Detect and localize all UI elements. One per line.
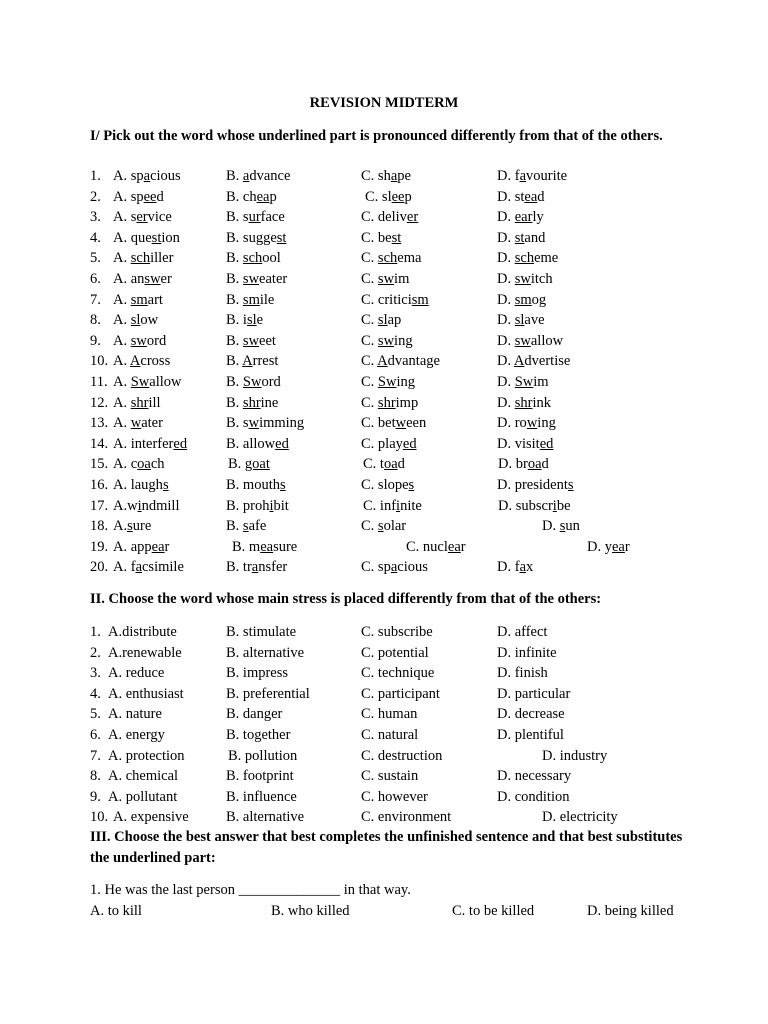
option-a: A.windmill (113, 497, 180, 514)
underlined-part: A (513, 353, 525, 370)
option-c: C. best (361, 229, 402, 246)
option-c: C. sleep (365, 188, 412, 205)
question-row (0, 787, 768, 808)
option-b: B. suggest (226, 229, 287, 246)
question-row (0, 228, 768, 249)
question-row (0, 746, 768, 767)
option-c: C. played (361, 435, 417, 452)
option-b: B. safe (226, 518, 267, 535)
underlined-part: A (242, 353, 253, 370)
option-c: C. nuclear (406, 538, 466, 555)
underlined-part: ea (611, 538, 625, 555)
underlined-part: sm (242, 291, 260, 308)
option-d: D. swallow (497, 332, 564, 349)
underlined-part: s (567, 477, 574, 493)
option-b: B. isle (226, 312, 264, 329)
underlined-part: A (129, 353, 141, 370)
option-d: D. visited (497, 435, 554, 452)
question-number: 7. (90, 747, 101, 764)
question-number: 14. (90, 435, 109, 452)
question-row (0, 310, 768, 331)
option-a: A. Across (113, 353, 171, 370)
option-c: C. swim (361, 271, 410, 287)
question-row (0, 351, 768, 372)
underlined-part: shr (130, 394, 149, 411)
question-row (0, 207, 768, 228)
option-c: C. sustain (361, 768, 419, 785)
question-number: 1. (90, 624, 101, 640)
question-row (0, 290, 768, 311)
section-2-heading: II. Choose the word whose main stress is placed differently from that of the others: (90, 591, 602, 607)
option-d: D. plentiful (497, 727, 564, 743)
question-row (0, 622, 768, 643)
underlined-part: i (552, 497, 557, 514)
question-row (0, 331, 768, 352)
option-d: D. necessary (497, 768, 572, 785)
underlined-part: sw (242, 271, 260, 287)
option-a: A. nature (108, 706, 162, 723)
page-title: REVISION MIDTERM (309, 95, 459, 111)
option-d: D. subscribe (498, 497, 571, 514)
underlined-part: sm (411, 291, 429, 308)
option-a: A. enthusiast (108, 685, 184, 702)
underlined-part: sw (377, 332, 395, 349)
option-a: A. reduce (108, 665, 165, 682)
question-text: 1. He was the last person ______________ in that way. (90, 882, 411, 898)
option-c: C. solar (361, 518, 407, 535)
option-b: B. goat (228, 456, 270, 473)
option-c: C. shape (361, 168, 411, 184)
question-row (0, 454, 768, 475)
option-b: B. footprint (226, 768, 294, 785)
question-row (0, 372, 768, 393)
option-d: D. condition (497, 788, 570, 805)
question-number: 9. (90, 332, 101, 349)
option-c: C. human (361, 706, 418, 723)
underlined-part: a (390, 559, 398, 576)
option-d: D. scheme (497, 250, 559, 267)
underlined-part: s (408, 477, 415, 493)
option-a: A.renewable (108, 644, 182, 661)
underlined-part: w (395, 415, 407, 432)
question-row (0, 807, 768, 828)
question-row (0, 725, 768, 746)
question-number: 15. (90, 456, 109, 473)
question-row (0, 704, 768, 725)
underlined-part: s (559, 518, 566, 535)
question-number: 6. (90, 727, 101, 743)
option-d: D. infinite (497, 644, 557, 661)
underlined-part: Sw (377, 374, 397, 390)
option-c: C. natural (361, 727, 419, 743)
question-number: 1. (90, 168, 101, 184)
underlined-part: goat (244, 456, 270, 473)
underlined-part: sch (377, 250, 398, 267)
underlined-part: sl (130, 312, 141, 329)
option-c: C. potential (361, 644, 429, 661)
underlined-part: shr (242, 394, 261, 411)
underlined-part: w (130, 415, 142, 432)
option-b: B. who killed (271, 903, 350, 919)
underlined-part: Sw (130, 374, 150, 390)
underlined-part: sw (242, 332, 260, 349)
option-d: D. being killed (587, 903, 674, 919)
option-c: C. toad (363, 456, 405, 473)
underlined-part: ea (256, 188, 270, 205)
option-a: A. slow (113, 312, 159, 329)
option-a: A. schiller (113, 250, 174, 267)
option-d: D. sun (542, 518, 580, 535)
option-d: D. Swim (497, 374, 549, 390)
option-b: B. surface (226, 209, 285, 226)
underlined-part: a (143, 168, 151, 184)
underlined-part: er (406, 209, 419, 226)
underlined-part: ea (447, 538, 461, 555)
underlined-part: sw (377, 271, 395, 287)
question-number: 19. (90, 538, 109, 555)
option-a: A. smart (113, 291, 163, 308)
option-a: A. chemical (108, 768, 179, 785)
question-row (0, 516, 768, 537)
underlined-part: ea (151, 538, 165, 555)
option-b: B. swimming (226, 415, 305, 432)
underlined-part: s (279, 477, 286, 493)
underlined-part: s (242, 518, 249, 535)
question-number: 17. (90, 497, 109, 514)
underlined-part: A (377, 353, 388, 370)
option-a: A. spacious (113, 168, 181, 184)
option-a: A. protection (108, 747, 185, 764)
options-row (0, 901, 768, 922)
question-row (0, 475, 768, 496)
underlined-part: sw (514, 271, 531, 287)
option-b: B. transfer (226, 559, 288, 576)
option-d: D. stand (497, 229, 546, 246)
underlined-part: i (137, 497, 142, 514)
option-a: A. to kill (90, 903, 142, 919)
option-a: A. speed (113, 188, 164, 205)
underlined-part: i (396, 497, 401, 514)
question-number: 4. (90, 229, 101, 246)
underlined-part: ea (260, 538, 274, 555)
option-d: D. industry (542, 747, 608, 764)
underlined-part: oa (137, 456, 151, 473)
option-a: A. laughs (113, 477, 169, 493)
option-c: C. spacious (361, 559, 428, 576)
option-d: D. presidents (497, 477, 574, 493)
question-row (0, 187, 768, 208)
option-d: D. stead (497, 188, 545, 205)
option-b: B. danger (226, 706, 283, 723)
underlined-part: ear (514, 209, 533, 226)
underlined-part: ed (539, 435, 554, 452)
question-number: 5. (90, 250, 101, 267)
underlined-part: shr (377, 394, 396, 411)
option-b: B. pollution (228, 747, 298, 764)
underlined-part: sch (242, 250, 263, 267)
question-number: 6. (90, 271, 101, 287)
question-number: 13. (90, 415, 109, 432)
underlined-part: ed (173, 435, 188, 452)
option-d: D. decrease (497, 706, 565, 723)
option-b: B. preferential (226, 685, 310, 702)
option-d: D. finish (497, 665, 548, 682)
question-row (0, 413, 768, 434)
underlined-part: er (136, 209, 148, 226)
underlined-part: st (276, 229, 287, 246)
underlined-part: a (242, 168, 250, 184)
underlined-part: ur (248, 209, 261, 226)
question-number: 2. (90, 188, 101, 205)
option-c: C. slap (361, 312, 402, 329)
option-b: B. alternative (226, 644, 305, 661)
question-number: 2. (90, 644, 101, 661)
question-number: 8. (90, 768, 101, 785)
underlined-part: sl (514, 312, 525, 329)
underlined-part: oa (527, 456, 542, 473)
question-row (0, 684, 768, 705)
question-row (0, 248, 768, 269)
question-number: 12. (90, 394, 109, 411)
underlined-part: w (526, 415, 538, 432)
question-row (0, 393, 768, 414)
option-b: B. allowed (226, 435, 289, 452)
option-c: C. deliver (361, 209, 419, 226)
question-number: 20. (90, 559, 109, 576)
option-c: C. destruction (361, 747, 443, 764)
question-number: 4. (90, 685, 101, 702)
option-c: C. environment (361, 809, 452, 826)
underlined-part: i (269, 497, 274, 514)
underlined-part: w (248, 415, 260, 432)
underlined-part: a (135, 559, 142, 576)
option-d: D. particular (497, 685, 571, 702)
question-number: 9. (90, 788, 101, 805)
question-number: 16. (90, 477, 109, 493)
question-number: 7. (90, 291, 101, 308)
option-b: B. school (226, 250, 281, 267)
option-a: A. answer (113, 271, 172, 287)
question-row (0, 880, 768, 901)
option-c: C. slopes (361, 477, 415, 493)
question-number: 8. (90, 312, 101, 329)
option-c: C. participant (361, 685, 440, 702)
underlined-part: a (519, 559, 526, 576)
question-number: 18. (90, 518, 109, 535)
option-d: D. rowing (497, 415, 556, 432)
option-b: B. cheap (226, 188, 277, 205)
question-row (0, 269, 768, 290)
option-c: C. infinite (363, 497, 422, 514)
underlined-part: sl (246, 312, 257, 329)
underlined-part: Sw (242, 374, 262, 390)
option-b: B. advance (226, 168, 291, 184)
option-b: B. shrine (226, 394, 279, 411)
underlined-part: ed (275, 435, 289, 452)
option-b: B. sweet (226, 332, 276, 349)
option-d: D. shrink (497, 394, 551, 411)
option-a: A. question (113, 229, 180, 246)
option-b: B. Sword (226, 374, 281, 390)
underlined-part: st (151, 229, 162, 246)
option-c: C. swing (361, 332, 413, 349)
question-row (0, 643, 768, 664)
underlined-part: s (377, 518, 384, 535)
option-c: C. shrimp (361, 394, 419, 411)
underlined-part: a (251, 559, 259, 576)
option-b: B. sweater (226, 271, 288, 287)
underlined-part: ee (143, 188, 157, 205)
question-row (0, 496, 768, 517)
underlined-part: sw (130, 332, 147, 349)
question-number: 5. (90, 706, 101, 723)
question-number: 11. (90, 374, 108, 390)
option-b: B. influence (226, 788, 297, 805)
option-a: A. pollutant (108, 788, 178, 805)
option-b: B. alternative (226, 809, 305, 826)
question-row (0, 434, 768, 455)
option-b: B. smile (226, 291, 275, 308)
underlined-part: shr (514, 394, 533, 411)
option-b: B. impress (226, 665, 289, 682)
option-b: B. stimulate (226, 624, 297, 640)
underlined-part: s (162, 477, 169, 493)
option-d: D. affect (497, 624, 548, 640)
underlined-part: sm (130, 291, 148, 308)
option-b: B. together (226, 727, 291, 743)
question-row (0, 537, 768, 558)
option-a: A. shrill (113, 394, 161, 411)
option-a: A.distribute (108, 624, 177, 640)
option-a: A. facsimile (113, 559, 184, 576)
option-d: D. favourite (497, 168, 568, 184)
option-b: B. Arrest (226, 353, 279, 370)
section-3-heading: III. Choose the best answer that best completes the unfinished sentence and that best substitutes the underlined part: (90, 829, 683, 866)
option-a: A. interfered (113, 435, 188, 452)
question-row (0, 766, 768, 787)
option-d: D. broad (498, 456, 549, 473)
underlined-part: ee (391, 188, 405, 205)
underlined-part: Sw (514, 374, 534, 390)
underlined-part: s (127, 518, 133, 535)
underlined-part: sch (130, 250, 151, 267)
question-number: 3. (90, 665, 101, 682)
underlined-part: st (514, 229, 525, 246)
question-row (0, 557, 768, 578)
underlined-part: a (390, 168, 398, 184)
option-a: A. service (113, 209, 172, 226)
option-c: C. technique (361, 665, 435, 682)
underlined-part: sw (144, 271, 161, 287)
question-row (0, 663, 768, 684)
option-c: C. Swing (361, 374, 415, 390)
option-d: D. switch (497, 271, 553, 287)
option-a: A. energy (108, 727, 165, 743)
option-d: D. slave (497, 312, 545, 329)
option-b: B. prohibit (226, 497, 289, 514)
underlined-part: sch (514, 250, 535, 267)
question-number: 10. (90, 353, 109, 370)
underlined-part: oa (383, 456, 398, 473)
option-c: C. subscribe (361, 624, 433, 640)
option-c: C. schema (361, 250, 422, 267)
option-d: D. fax (497, 559, 534, 576)
option-c: C. however (361, 788, 428, 805)
option-a: A. Swallow (113, 374, 182, 390)
option-c: C. criticism (361, 291, 429, 308)
option-a: A.sure (113, 518, 152, 535)
option-b: B. mouths (226, 477, 286, 493)
question-row (0, 166, 768, 187)
option-d: D. smog (497, 291, 547, 308)
underlined-part: sw (514, 332, 531, 349)
option-b: B. measure (232, 538, 298, 555)
underlined-part: sm (514, 291, 532, 308)
option-c: C. to be killed (452, 903, 535, 919)
option-c: C. Advantage (361, 353, 440, 370)
option-a: A. coach (113, 456, 165, 473)
question-number: 10. (90, 809, 109, 826)
option-d: D. Advertise (497, 353, 571, 370)
underlined-part: sl (377, 312, 388, 329)
option-a: A. water (113, 415, 163, 432)
option-a: A. expensive (113, 809, 189, 826)
section-1-heading: I/ Pick out the word whose underlined part is pronounced differently from that of the others. (90, 128, 663, 144)
underlined-part: ed (402, 435, 417, 452)
question-number: 3. (90, 209, 101, 226)
option-c: C. between (361, 415, 427, 432)
underlined-part: ea (524, 188, 538, 205)
option-d: D. year (587, 538, 630, 555)
option-a: A. appear (113, 538, 170, 555)
option-d: D. electricity (542, 809, 618, 826)
underlined-part: a (519, 168, 526, 184)
option-d: D. early (497, 209, 544, 226)
underlined-part: st (391, 229, 402, 246)
option-a: A. sword (113, 332, 167, 349)
